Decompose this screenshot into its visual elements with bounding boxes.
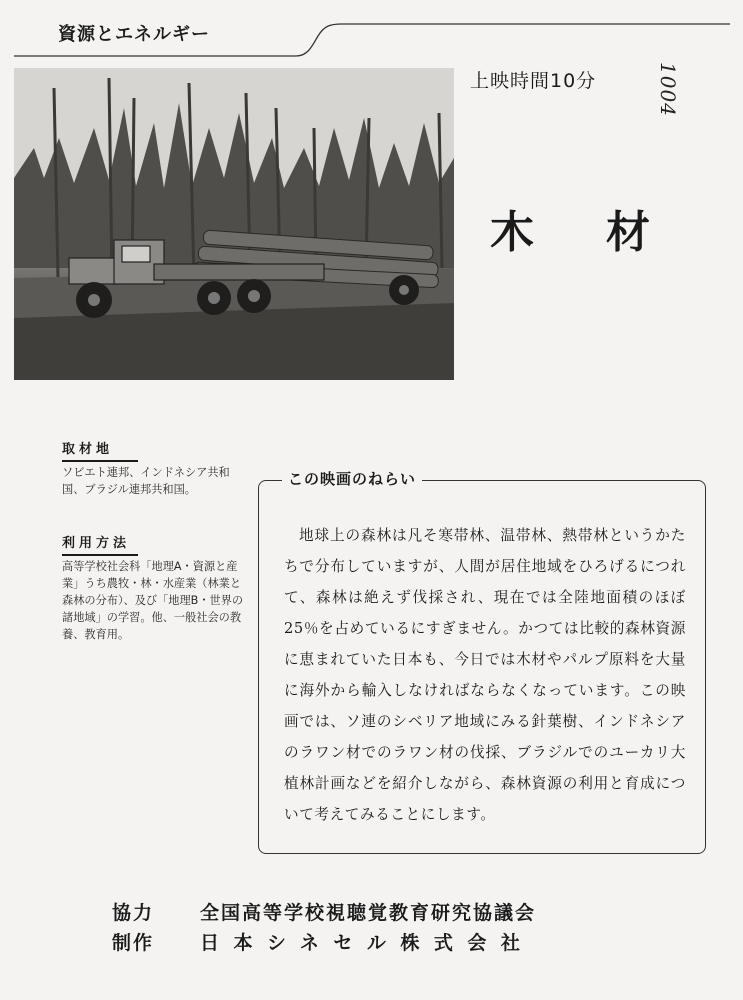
handwritten-number: 1004 [656,62,680,117]
section-tab-title: 資源とエネルギー [58,24,210,45]
cooperation-role: 協力 [112,902,155,924]
credit-production [112,928,534,955]
film-title: 木材 [490,207,722,258]
cooperation-name: 全国高等学校視聴覚教育研究協議会 [200,902,537,924]
logging-truck-icon [14,68,454,380]
location-text: ソビエト連邦、インドネシア共和国、ブラジル連邦共和国。 [62,466,230,496]
aim-heading: この映画のねらい [282,468,422,489]
usage-heading: 利用方法 [62,532,138,556]
production-role: 制作 [112,932,155,954]
logging-truck-photo [14,68,454,380]
aim-text: 地球上の森林は凡そ寒帯林、温帯林、熱帯林というかたちで分布していますが、人間が居住地域をひろげるにつれて、森林は絶えず伐採され、現在では全陸地面積のほぼ25％を占めているにすぎません。かつては比較的森林資源に恵まれていた日本も、今日では木材やパルプ原料を大量に海外から輸入しなければならなくなっています。この映画では、ソ連のシベリア地域にみる針葉樹、インドネシアのラワン材でのラワン材の伐採、ブラジルでのユーカリ大植林計画などを紹介しながら、森林資源の利用と育成について考えてみることにします。 [284,527,686,823]
credit-cooperation [112,898,536,925]
film-duration: 上映時間10分 [470,70,597,92]
location-heading: 取材地 [62,438,138,462]
production-name: 日本シネセル株式会社 [200,932,535,954]
usage-text: 高等学校社会科「地理A・資源と産業」うち農牧・林・水産業（林業と森林の分布）、及び「地理B・世界の諸地域」の学習。他、一般社会の教養、教育用。 [62,560,244,641]
